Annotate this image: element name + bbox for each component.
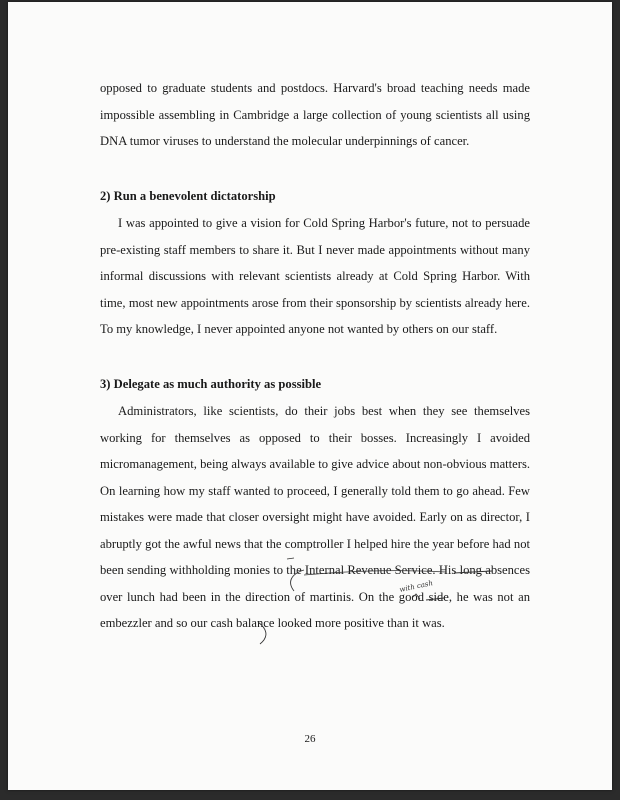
continued-paragraph [100, 75, 530, 155]
paragraph-text: opposed to graduate students and postdocs. Harvard's broad teaching needs made impossible assembling in Cambridge a large collection of young scientists all using DNA tumor viruses to understand the molecular underpinnings of cancer. [100, 81, 530, 148]
page-number: 26 [304, 733, 316, 745]
paragraph-text: I was appointed to give a vision for Cold Spring Harbor's future, not to persuade pre-existing staff members to share it. But I never made appointments without many informal discussions with relevant scientists already at Cold Spring Harbor. With time, most new appointments arose from their sponsorship by scientists already here. To my knowledge, I never appointed anyone not wanted by others on our staff. [100, 216, 530, 336]
section-2-paragraph [100, 210, 530, 343]
section-heading-2: 2) Run a benevolent dictatorship [100, 189, 276, 203]
section-heading-3: 3) Delegate as much authority as possible [100, 377, 322, 391]
paragraph-text: Administrators, like scientists, do their jobs best when they see themselves working for themselves as opposed to their bosses. Increasingly I avoided micromanagement, being always available to give advice about non-obvious matters. On learning how my staff wanted to proceed, I generally told them to go ahead. Few mistakes were made that closer oversight might have avoided. Early on as director, I abruptly got the awful news that the comptroller I helped hire the year before had not been sending withholding monies to the Internal Revenue Service. His long absences over lunch had been in the direction of martinis. On the good side, he was not an embezzler and so our cash balance looked more positive than it was. [100, 404, 530, 630]
document-page [8, 2, 612, 790]
handwritten-insert: with cash [398, 579, 434, 594]
section-3-paragraph [100, 398, 530, 637]
